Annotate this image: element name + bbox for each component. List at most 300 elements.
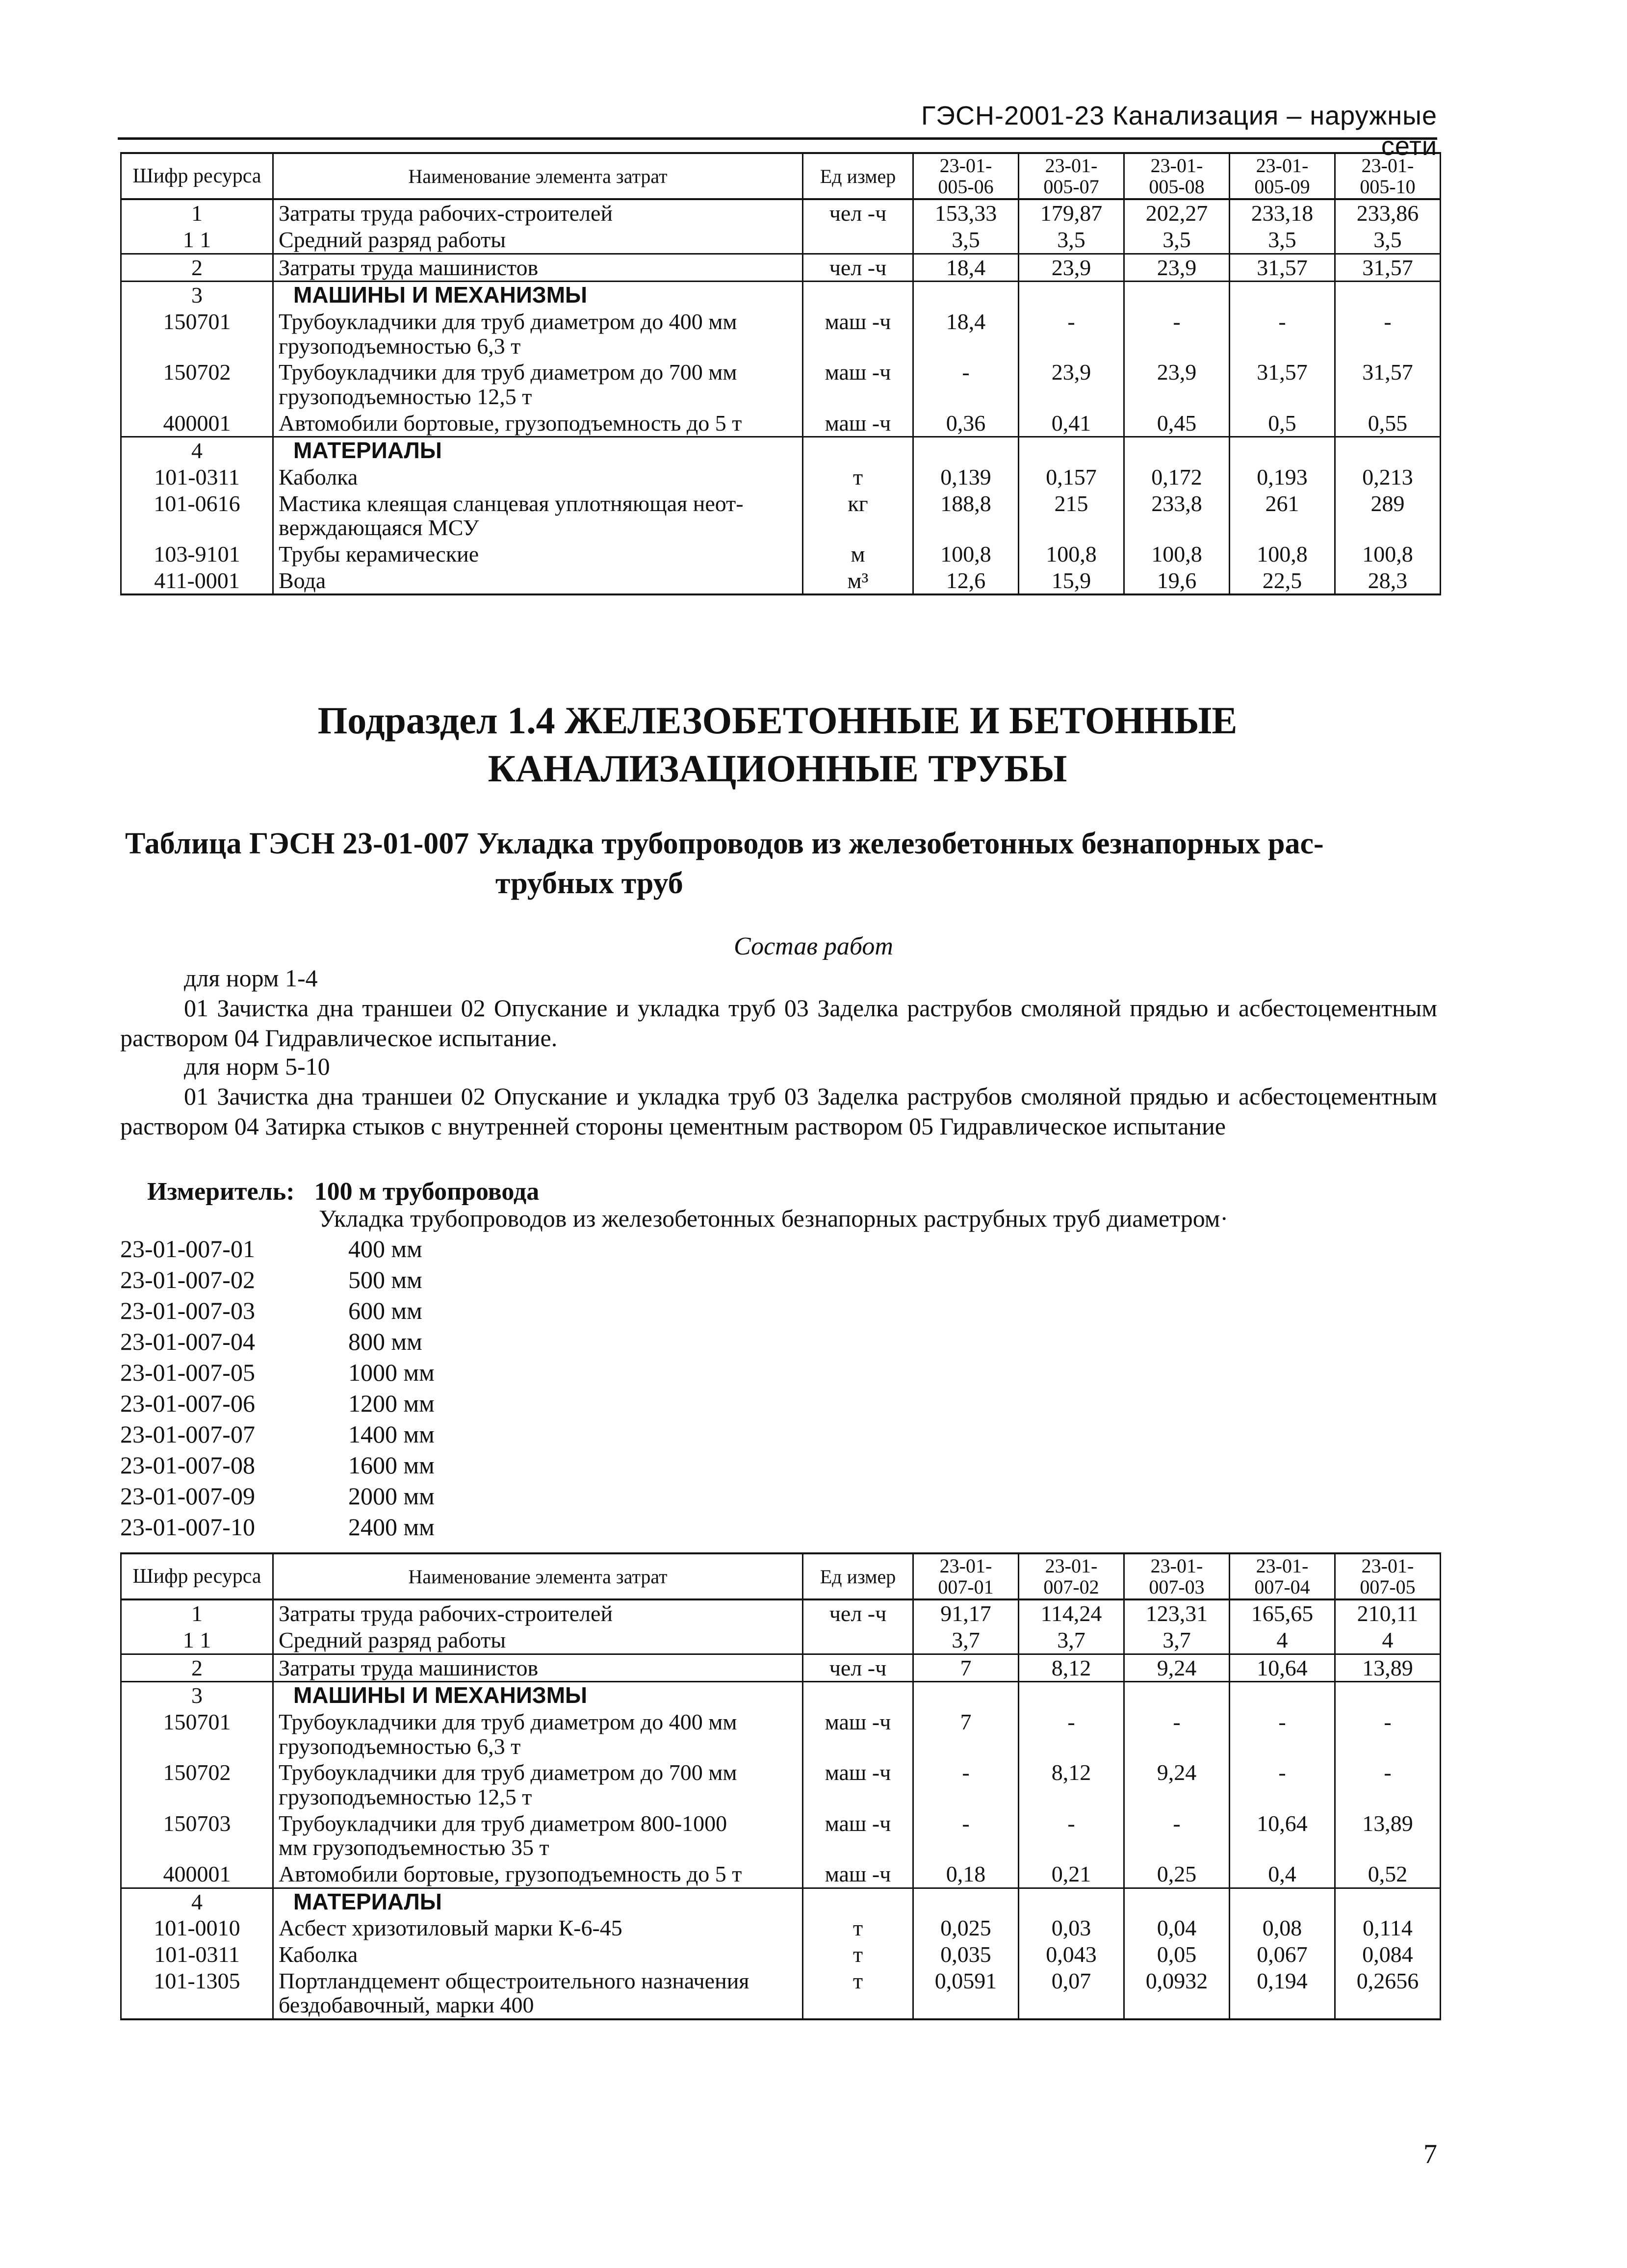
norm-value: 8,12 (1019, 1759, 1124, 1810)
resource-name (273, 254, 803, 282)
norm-value: - (1230, 1709, 1335, 1759)
header-norm-line1: 23-01- (1361, 155, 1414, 177)
resource-name-line: Мастика клеящая сланцевая уплотняющая неот- (279, 490, 744, 516)
resource-name (273, 227, 803, 254)
meter (147, 1177, 539, 1206)
table-header-row (121, 1553, 1441, 1599)
norm-value (1124, 282, 1230, 309)
norm-value (1335, 1888, 1441, 1915)
norm-value: 31,57 (1230, 359, 1335, 410)
norm-value: 3,7 (913, 1627, 1019, 1654)
resource-name (273, 541, 803, 567)
work-composition-heading: Состав работ (734, 932, 893, 960)
pipe-diameter: 2400 мм (348, 1513, 435, 1541)
resource-code: 4 (121, 1888, 273, 1915)
norm-value (913, 1888, 1019, 1915)
norm-value: 23,9 (1124, 359, 1230, 410)
table-row (121, 254, 1441, 282)
table-row (121, 309, 1441, 359)
resource-name-line: грузоподъемностью 12,5 т (279, 1784, 532, 1810)
table-row (121, 1968, 1441, 2019)
header-norm-col (1335, 153, 1441, 199)
norm-value: 100,8 (913, 541, 1019, 567)
resource-name (273, 282, 803, 309)
norm-value (1335, 282, 1441, 309)
table-row (121, 1941, 1441, 1968)
norm-value: 0,55 (1335, 410, 1441, 437)
header-norm-line2: 007-05 (1360, 1576, 1416, 1598)
norm-value: 0,084 (1335, 1941, 1441, 1968)
norm-value: 7 (913, 1654, 1019, 1682)
norm-value: 7 (913, 1709, 1019, 1759)
resource-name-line: Трубоукладчики для труб диаметром до 400 мм (279, 1709, 737, 1735)
resource-name-line: Затраты труда машинистов (279, 255, 539, 280)
norm-value: 18,4 (913, 254, 1019, 282)
table-row (121, 437, 1441, 464)
norm-value: 0,193 (1230, 464, 1335, 490)
resource-name-line: Трубоукладчики для труб диаметром до 700 мм (279, 1760, 737, 1785)
norm-value: 3,7 (1124, 1627, 1230, 1654)
header-norm-line1: 23-01- (939, 155, 992, 177)
header-norm-line2: 007-02 (1043, 1576, 1099, 1598)
norm-value: 28,3 (1335, 567, 1441, 595)
resource-name (273, 1888, 803, 1915)
norm-value: 0,2656 (1335, 1968, 1441, 2019)
resource-name-line: МАТЕРИАЛЫ (293, 438, 442, 464)
norm-value: 3,7 (1019, 1627, 1124, 1654)
norm-value: 153,33 (913, 199, 1019, 227)
norm-code-row (120, 1481, 435, 1512)
unit-of-measure: маш -ч (803, 1759, 913, 1810)
norm-value: 19,6 (1124, 567, 1230, 595)
header-norm-line1: 23-01- (1045, 155, 1098, 177)
resource-code: 3 (121, 282, 273, 309)
norm-value: 0,025 (913, 1915, 1019, 1941)
norm-value (1019, 437, 1124, 464)
norm-value (1019, 282, 1124, 309)
norm-value: 9,24 (1124, 1654, 1230, 1682)
pipe-diameter: 800 мм (348, 1328, 422, 1355)
resource-name (273, 464, 803, 490)
norm-value: 8,12 (1019, 1654, 1124, 1682)
norm-code-row (120, 1234, 435, 1264)
resource-name-line: бездобавочный, марки 400 (279, 1992, 534, 2018)
norm-code: 23-01-007-02 (120, 1266, 255, 1293)
norm-value: 0,04 (1124, 1915, 1230, 1941)
resource-code: 150701 (121, 1709, 273, 1759)
norm-value: 0,52 (1335, 1861, 1441, 1888)
table-row (121, 541, 1441, 567)
running-header: ГЭСН-2001-23 Канализация – наружные сети (921, 101, 1437, 161)
norm-value: 13,89 (1335, 1810, 1441, 1861)
norm-value: 23,9 (1124, 254, 1230, 282)
resource-code: 101-0010 (121, 1915, 273, 1941)
resource-name-line: Затраты труда машинистов (279, 1655, 539, 1680)
resource-name (273, 1709, 803, 1759)
header-norm-col (1124, 1553, 1230, 1599)
resource-name-line: Автомобили бортовые, грузоподъемность до 5 т (279, 410, 742, 436)
norm-value: 0,45 (1124, 410, 1230, 437)
header-norm-col (1019, 153, 1124, 199)
unit-of-measure: маш -ч (803, 309, 913, 359)
table-row (121, 1599, 1441, 1627)
norm-value: - (1335, 309, 1441, 359)
norm-code-list (120, 1234, 435, 1543)
header-norm-line2: 005-08 (1149, 176, 1205, 198)
resource-name-line: верждающаяся МСУ (279, 515, 479, 541)
resource-name-line: Затраты труда рабочих-строителей (279, 1601, 613, 1626)
unit-of-measure: маш -ч (803, 359, 913, 410)
pipe-diameter: 600 мм (348, 1297, 422, 1324)
resource-code: 2 (121, 254, 273, 282)
table-row (121, 227, 1441, 254)
norm-value: 3,5 (1019, 227, 1124, 254)
resource-name-line: Автомобили бортовые, грузоподъемность до 5 т (279, 1861, 742, 1887)
resource-code: 1 (121, 199, 273, 227)
norm-value: 15,9 (1019, 567, 1124, 595)
resource-name-line: грузоподъемностью 12,5 т (279, 384, 532, 410)
resource-code: 1 1 (121, 1627, 273, 1654)
norm-value: - (1019, 1709, 1124, 1759)
norm-value: 13,89 (1335, 1654, 1441, 1682)
table-title (125, 824, 1430, 903)
header-norm-col (1019, 1553, 1124, 1599)
norm-value: 123,31 (1124, 1599, 1230, 1627)
unit-of-measure: т (803, 1941, 913, 1968)
header-unit: Ед измер (803, 153, 913, 199)
norm-value: 0,213 (1335, 464, 1441, 490)
section-title-line2: КАНАЛИЗАЦИОННЫЕ ТРУБЫ (488, 747, 1067, 790)
resource-name-line: грузоподъемностью 6,3 т (279, 1733, 521, 1759)
resource-name-line: Каболка (279, 464, 358, 490)
norm-value: 100,8 (1019, 541, 1124, 567)
norm-code-row (120, 1326, 435, 1357)
norm-value: 23,9 (1019, 359, 1124, 410)
pipe-diameter: 1600 мм (348, 1451, 435, 1479)
resource-name-line: Средний разряд работы (279, 1627, 506, 1653)
table-row (121, 490, 1441, 541)
table-row (121, 1654, 1441, 1682)
norm-value: - (1124, 1810, 1230, 1861)
norm-value: - (1019, 309, 1124, 359)
unit-of-measure: т (803, 1968, 913, 2019)
resource-name-line: Трубоукладчики для труб диаметром до 400 мм (279, 309, 737, 335)
norm-value: - (1019, 1810, 1124, 1861)
norm-value: 233,8 (1124, 490, 1230, 541)
unit-of-measure (803, 1627, 913, 1654)
table-row (121, 1682, 1441, 1709)
resource-name-line: грузоподъемностью 6,3 т (279, 333, 521, 359)
resource-name-line: Каболка (279, 1942, 358, 1967)
norm-value: 10,64 (1230, 1810, 1335, 1861)
pipe-diameter: 1200 мм (348, 1390, 435, 1417)
norm-value: 215 (1019, 490, 1124, 541)
resource-name (273, 1682, 803, 1709)
norm-value (1335, 437, 1441, 464)
norm-value: 233,86 (1335, 199, 1441, 227)
resource-code: 1 1 (121, 227, 273, 254)
norm-code-row (120, 1419, 435, 1450)
unit-of-measure: чел -ч (803, 199, 913, 227)
resource-name-line: Портландцемент общестроительного назначения (279, 1968, 749, 1993)
table-title-line1: Таблица ГЭСН 23-01-007 Укладка трубопроводов из железобетонных безнапорных рас- (125, 827, 1324, 860)
resource-code: 3 (121, 1682, 273, 1709)
unit-of-measure (803, 437, 913, 464)
norm-value (1124, 437, 1230, 464)
resource-name (273, 309, 803, 359)
meter-value: 100 м трубопровода (314, 1178, 540, 1206)
unit-of-measure (803, 282, 913, 309)
norm-code: 23-01-007-04 (120, 1328, 255, 1355)
header-norm-col (1335, 1553, 1441, 1599)
resource-name-line: мм грузоподъемностью 35 т (279, 1835, 549, 1860)
norm-value: 0,0591 (913, 1968, 1019, 2019)
table-header-row (121, 153, 1441, 199)
norm-code: 23-01-007-05 (120, 1359, 255, 1386)
resource-table-005 (120, 152, 1441, 595)
norm-value: 0,0932 (1124, 1968, 1230, 2019)
norm-value (1019, 1888, 1124, 1915)
norm-code: 23-01-007-08 (120, 1451, 255, 1479)
norm-value: 261 (1230, 490, 1335, 541)
norm-value: 3,5 (1335, 227, 1441, 254)
table-row (121, 1759, 1441, 1810)
norm-value: 91,17 (913, 1599, 1019, 1627)
norm-code-row (120, 1264, 435, 1295)
header-code: Шифр ресурса (121, 153, 273, 199)
table-row (121, 1915, 1441, 1941)
norm-value: 0,21 (1019, 1861, 1124, 1888)
norm-value: 31,57 (1335, 254, 1441, 282)
resource-code: 4 (121, 437, 273, 464)
resource-name-line: МАШИНЫ И МЕХАНИЗМЫ (293, 1682, 588, 1708)
table-row (121, 1861, 1441, 1888)
page-number: 7 (1423, 2139, 1437, 2169)
table-row (121, 282, 1441, 309)
norms-1-4-label: для норм 1-4 (184, 964, 318, 992)
resource-code: 411-0001 (121, 567, 273, 595)
norm-value (913, 437, 1019, 464)
norm-value: 0,035 (913, 1941, 1019, 1968)
table-row (121, 359, 1441, 410)
norm-code: 23-01-007-03 (120, 1297, 255, 1324)
resource-code: 150703 (121, 1810, 273, 1861)
norm-code-row (120, 1295, 435, 1326)
unit-of-measure (803, 1682, 913, 1709)
unit-of-measure: т (803, 1915, 913, 1941)
norm-value: - (1230, 309, 1335, 359)
norm-value: 0,5 (1230, 410, 1335, 437)
resource-name-line: МАШИНЫ И МЕХАНИЗМЫ (293, 282, 588, 308)
norm-value: 22,5 (1230, 567, 1335, 595)
resource-name (273, 1941, 803, 1968)
unit-of-measure: м (803, 541, 913, 567)
unit-of-measure: маш -ч (803, 1709, 913, 1759)
resource-name-line: Асбест хризотиловый марки К-6-45 (279, 1915, 622, 1941)
pipe-diameter: 1400 мм (348, 1420, 435, 1448)
norm-value: 0,05 (1124, 1941, 1230, 1968)
norm-value (1230, 282, 1335, 309)
norm-value (1230, 437, 1335, 464)
norm-value: 0,07 (1019, 1968, 1124, 2019)
resource-name-line: МАТЕРИАЛЫ (293, 1888, 442, 1914)
header-norm-line1: 23-01- (1361, 1555, 1414, 1577)
resource-name (273, 490, 803, 541)
norm-value: 9,24 (1124, 1759, 1230, 1810)
norm-value: 188,8 (913, 490, 1019, 541)
header-norm-line1: 23-01- (1150, 1555, 1203, 1577)
norm-value: 100,8 (1124, 541, 1230, 567)
header-unit: Ед измер (803, 1553, 913, 1599)
resource-name (273, 1861, 803, 1888)
resource-name-line: Трубоукладчики для труб диаметром до 700 мм (279, 360, 737, 385)
resource-name (273, 1968, 803, 2019)
norms-5-10-text: 01 Зачистка дна траншеи 02 Опускание и укладка труб 03 Заделка раструбов смоляной прядью и асбестоцементным раствором 04 Затирка стыков с внутренней стороны цементным раствором 05 Гидравлическое испытание (120, 1082, 1437, 1140)
norm-value: 3,5 (1230, 227, 1335, 254)
unit-of-measure: кг (803, 490, 913, 541)
unit-of-measure: т (803, 464, 913, 490)
resource-name-line: Трубы керамические (279, 541, 479, 567)
norm-value: 0,172 (1124, 464, 1230, 490)
norm-value: 202,27 (1124, 199, 1230, 227)
meter-label: Измеритель: (147, 1178, 295, 1206)
norm-value: 114,24 (1019, 1599, 1124, 1627)
norm-code: 23-01-007-07 (120, 1420, 255, 1448)
resource-code: 2 (121, 1654, 273, 1682)
norm-value: 31,57 (1230, 254, 1335, 282)
header-norm-line2: 007-01 (938, 1576, 994, 1598)
table-row (121, 567, 1441, 595)
pipe-diameter: 400 мм (348, 1235, 422, 1263)
norm-value: 233,18 (1230, 199, 1335, 227)
header-norm-line2: 007-04 (1254, 1576, 1310, 1598)
resource-name (273, 1654, 803, 1682)
header-norm-line1: 23-01- (1150, 155, 1203, 177)
norm-code-row (120, 1512, 435, 1543)
norm-value: 0,4 (1230, 1861, 1335, 1888)
resource-table-007 (120, 1552, 1441, 2020)
norm-value: 165,65 (1230, 1599, 1335, 1627)
resource-name-line: Трубоукладчики для труб диаметром 800-1000 (279, 1810, 727, 1836)
norm-value: - (913, 1759, 1019, 1810)
norm-value: 18,4 (913, 309, 1019, 359)
resource-name (273, 1915, 803, 1941)
table-row (121, 1810, 1441, 1861)
norm-value: 0,157 (1019, 464, 1124, 490)
norm-value: 100,8 (1335, 541, 1441, 567)
resource-name (273, 410, 803, 437)
resource-code: 150702 (121, 1759, 273, 1810)
norm-code-row (120, 1388, 435, 1419)
norm-value: 0,043 (1019, 1941, 1124, 1968)
header-code: Шифр ресурса (121, 1553, 273, 1599)
unit-of-measure: чел -ч (803, 1654, 913, 1682)
norm-value: - (913, 1810, 1019, 1861)
resource-code: 150702 (121, 359, 273, 410)
norm-value: 0,18 (913, 1861, 1019, 1888)
norm-value: 0,114 (1335, 1915, 1441, 1941)
norm-value (913, 282, 1019, 309)
norm-code-row (120, 1450, 435, 1481)
header-norm-col (1230, 153, 1335, 199)
norms-1-4-text: 01 Зачистка дна траншеи 02 Опускание и укладка труб 03 Заделка раструбов смоляной прядью и асбестоцементным раствором 04 Гидравлическое испытание. (120, 994, 1437, 1052)
resource-name (273, 1599, 803, 1627)
pipe-diameter: 500 мм (348, 1266, 422, 1293)
header-norm-col (1124, 153, 1230, 199)
norm-value: 0,41 (1019, 410, 1124, 437)
resource-code: 101-1305 (121, 1968, 273, 2019)
norm-value: 12,6 (913, 567, 1019, 595)
norm-value: 0,36 (913, 410, 1019, 437)
header-norm-line2: 005-07 (1043, 176, 1099, 198)
norm-value (1019, 1682, 1124, 1709)
norm-value: 0,067 (1230, 1941, 1335, 1968)
header-name: Наименование элемента затрат (273, 1553, 803, 1599)
header-norm-col (1230, 1553, 1335, 1599)
table-row (121, 464, 1441, 490)
norm-value: 179,87 (1019, 199, 1124, 227)
header-norm-line1: 23-01- (1256, 155, 1309, 177)
resource-code: 101-0311 (121, 464, 273, 490)
header-norm-col (913, 1553, 1019, 1599)
header-norm-line1: 23-01- (939, 1555, 992, 1577)
table-row (121, 1709, 1441, 1759)
norm-value (1230, 1682, 1335, 1709)
table-row (121, 199, 1441, 227)
table-row (121, 1888, 1441, 1915)
unit-of-measure (803, 1888, 913, 1915)
norm-value (1230, 1888, 1335, 1915)
table-row (121, 1627, 1441, 1654)
norm-value: 0,194 (1230, 1968, 1335, 2019)
header-norm-line2: 005-09 (1254, 176, 1310, 198)
norm-value: - (913, 359, 1019, 410)
norm-value: - (1230, 1759, 1335, 1810)
resource-name (273, 1810, 803, 1861)
norm-value: 0,08 (1230, 1915, 1335, 1941)
norm-value: 31,57 (1335, 359, 1441, 410)
norm-value: - (1335, 1709, 1441, 1759)
norm-value (1124, 1888, 1230, 1915)
norm-value: 4 (1335, 1627, 1441, 1654)
resource-code: 103-9101 (121, 541, 273, 567)
norm-description: Укладка трубопроводов из железобетонных безнапорных раструбных труб диаметром· (319, 1205, 1229, 1232)
header-norm-col (913, 153, 1019, 199)
norm-code-row (120, 1357, 435, 1388)
norm-value: 10,64 (1230, 1654, 1335, 1682)
header-norm-line2: 007-03 (1149, 1576, 1205, 1598)
unit-of-measure: чел -ч (803, 1599, 913, 1627)
resource-name (273, 437, 803, 464)
unit-of-measure: чел -ч (803, 254, 913, 282)
header-norm-line2: 005-06 (938, 176, 994, 198)
resource-code: 400001 (121, 1861, 273, 1888)
norm-code: 23-01-007-10 (120, 1513, 255, 1541)
pipe-diameter: 1000 мм (348, 1359, 435, 1386)
norm-value: - (1124, 1709, 1230, 1759)
resource-name (273, 1759, 803, 1810)
resource-code: 400001 (121, 410, 273, 437)
resource-code: 101-0311 (121, 1941, 273, 1968)
table-title-line2: трубных труб (495, 866, 683, 900)
header-norm-line1: 23-01- (1045, 1555, 1098, 1577)
unit-of-measure: маш -ч (803, 1810, 913, 1861)
unit-of-measure: маш -ч (803, 410, 913, 437)
norm-value: 3,5 (1124, 227, 1230, 254)
norm-value: 0,03 (1019, 1915, 1124, 1941)
resource-name-line: Затраты труда рабочих-строителей (279, 201, 613, 226)
norm-value: 210,11 (1335, 1599, 1441, 1627)
